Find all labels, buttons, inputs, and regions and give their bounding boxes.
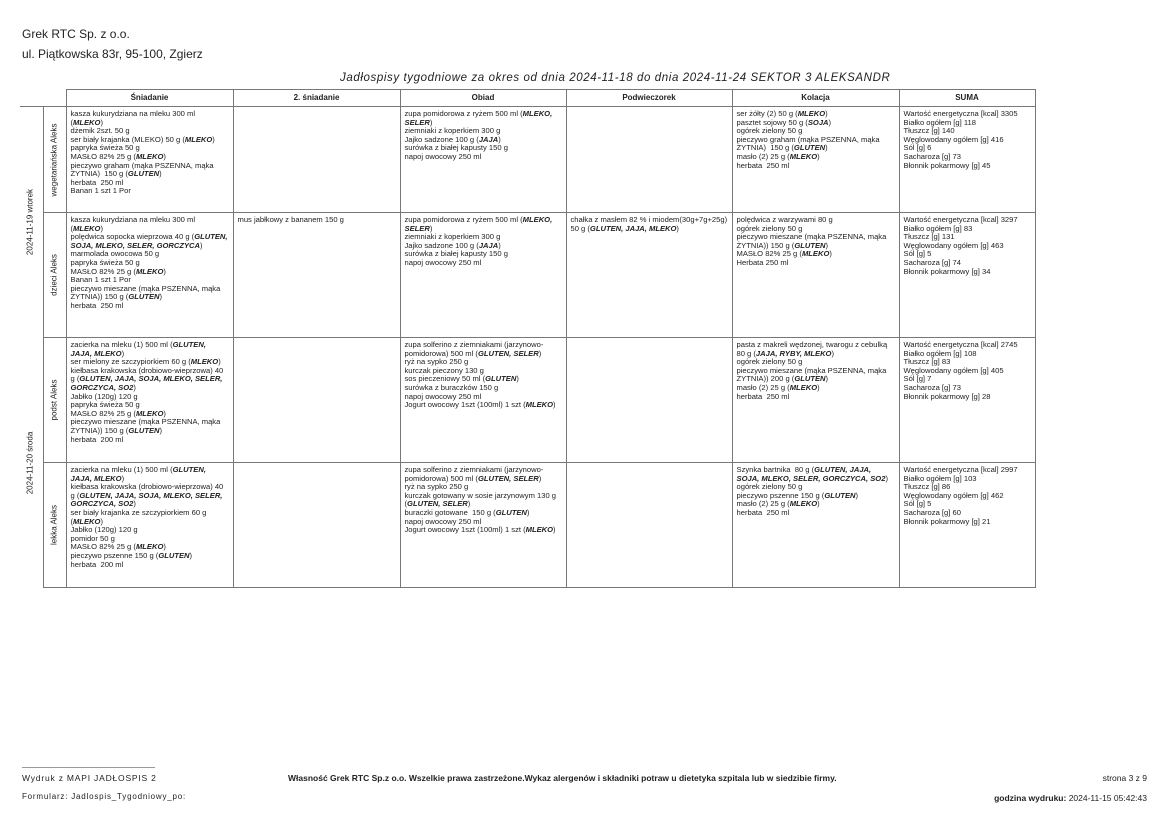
dish-text: ) [538, 348, 542, 358]
dish-text: ) [825, 143, 828, 153]
diet-row [20, 463, 1035, 588]
diet-name-cell [43, 463, 66, 588]
second-breakfast-cell [233, 213, 400, 338]
dish-text: kasza kukurydziana na mleku 300 ml ( [70, 215, 198, 233]
dish-text: kurczak pieczony 130 g [404, 365, 484, 375]
column-header: Podwieczorek [566, 90, 732, 107]
dish-text: herbata 250 ml [736, 507, 790, 517]
dish-text: buraczki gotowane 150 g ( [404, 507, 496, 517]
dish-text: ) [100, 516, 103, 526]
dish-text: Węglowodany ogółem [g] 463 [903, 240, 1004, 250]
dish-item [405, 216, 562, 233]
dish-item [71, 187, 229, 196]
allergen-list: JAJA [478, 240, 499, 250]
dish-text: pieczywo mieszane (mąka PSZENNA, mąka ŻYTNIA)) 150 g ( [70, 283, 223, 302]
nutrition-line [904, 393, 1031, 402]
allergen-list: MLEKO [797, 109, 826, 118]
allergen-list: SOJA [807, 117, 829, 127]
form-name: Formularz: Jadlospis_Tygodniowy_po: [22, 792, 187, 801]
summary-cell [899, 107, 1035, 213]
print-time-label: godzina wydruku: [994, 793, 1067, 803]
dish-text: masło (2) 25 g ( [736, 382, 790, 392]
dish-text: ) [200, 240, 203, 250]
dish-text: ) [516, 374, 519, 384]
dish-text: napoj owocowy 250 ml [404, 151, 482, 161]
dish-item [71, 367, 229, 393]
allergen-list: MLEKO [789, 382, 818, 392]
dish-text: ser biały krajanka (MLEKO) 50 g ( [70, 134, 185, 144]
breakfast-cell [66, 338, 233, 463]
dish-item [737, 393, 895, 402]
nutrition-line [904, 162, 1031, 171]
dish-text: MASŁO 82% 25 g ( [736, 249, 802, 259]
dish-text: Wartość energetyczna [kcal] 3305 [903, 109, 1018, 118]
dish-text: surówka z buraczków 150 g [404, 382, 499, 392]
company-name: Grek RTC Sp. z o.o. [22, 27, 130, 41]
dish-text: herbata 250 ml [736, 391, 790, 401]
dish-item [71, 436, 229, 445]
dish-item [71, 561, 229, 570]
dish-text: Tłuszcz [g] 140 [903, 126, 955, 136]
dish-item [405, 259, 562, 268]
dish-text: ) [163, 542, 166, 552]
dish-item [71, 216, 229, 233]
dish-item [737, 162, 895, 171]
dish-item [71, 483, 229, 509]
allergen-list: MLEKO [135, 542, 164, 552]
lunch-cell [400, 107, 566, 213]
dish-text: sos pieczeniowy 50 ml ( [404, 374, 486, 384]
dish-text: ) [498, 240, 501, 250]
dish-text: polędwica z warzywami 80 g [736, 215, 833, 224]
second-breakfast-cell [233, 338, 400, 463]
diet-name: lekka Aleks [49, 504, 59, 546]
day-date: 2024-11-20 środa [25, 431, 35, 494]
dish-text: ) [429, 117, 433, 127]
allergen-list: GLUTEN, JAJA, MLEKO [589, 223, 677, 233]
ownership-note: Własność Grek RTC Sp.z o.o. Wszelkie prawa zastrzeżone.Wykaz alergenów i składniki potraw u dietetyka szpitala lub w siedzibie firmy. [288, 773, 837, 783]
allergen-list: MLEKO [525, 525, 554, 535]
dish-text: Białko ogółem [g] 118 [903, 117, 976, 127]
dish-text: kasza kukurydziana na mleku 300 ml ( [70, 109, 198, 127]
dish-text: ser mielony ze szczypiorkiem 60 g ( [70, 357, 191, 367]
dish-text: ) [828, 117, 832, 127]
dish-text: pieczywo pszenne 150 g ( [70, 550, 159, 560]
allergen-list: GLUTEN [824, 490, 856, 500]
dish-text: Sacharoza [g] 73 [903, 151, 961, 161]
allergen-list: JAJA [478, 134, 499, 144]
dish-text: Sacharoza [g] 60 [903, 507, 961, 517]
dish-item [238, 216, 396, 225]
dish-item [71, 110, 229, 127]
dish-text: napoj owocowy 250 ml [404, 391, 482, 401]
menu-body [20, 107, 1035, 588]
dish-text: mus jabłkowy z bananem 150 g [237, 215, 344, 224]
dish-text: papryka świeża 50 g [70, 257, 140, 267]
dish-text: ) [163, 151, 166, 161]
dish-text: zupa pomidorowa z ryżem 500 ml ( [404, 215, 523, 224]
page-number: strona 3 z 9 [1102, 773, 1147, 783]
dish-text: Tłuszcz [g] 83 [903, 357, 951, 367]
dish-text: ) [817, 151, 820, 161]
allergen-list: MLEKO [135, 408, 164, 418]
dish-text: ) [538, 473, 542, 483]
header-blank [43, 90, 66, 107]
dish-text: Węglowodany ogółem [g] 405 [903, 365, 1004, 375]
dish-text: dżemik 2szt. 50 g [70, 126, 130, 136]
allergen-list: MLEKO [135, 266, 164, 276]
dish-text: ogórek zielony 50 g [736, 223, 803, 233]
allergen-list: GLUTEN [794, 374, 826, 384]
lunch-cell [400, 463, 566, 588]
dish-text: kiełbasa krakowska (drobiowo-wieprzowa) 40 g ( [70, 365, 226, 384]
snack-cell [566, 338, 732, 463]
dish-text: Banan 1 szt 1 Por [70, 275, 131, 285]
dish-text: napoj owocowy 250 ml [404, 516, 482, 526]
dinner-cell [732, 338, 899, 463]
allergen-list: MLEKO [73, 516, 101, 526]
dinner-cell [732, 213, 899, 338]
dish-text: Jajko sadzone 100 g ( [404, 240, 479, 250]
dish-text: herbata 250 ml [70, 177, 124, 187]
dish-text: ) [829, 249, 832, 259]
dish-text: herbata 250 ml [70, 300, 124, 310]
second-breakfast-cell [233, 107, 400, 213]
allergen-list: GLUTEN, JAJA, SOJA, MLEKO, SELER, GORCZYCA, SO2 [70, 374, 225, 392]
allergen-list: MLEKO [525, 400, 554, 410]
dish-item [71, 341, 229, 358]
allergen-list: MLEKO, SELER [404, 109, 555, 127]
diet-name-cell [43, 338, 66, 463]
dish-text: zacierka na mleku (1) 500 ml ( [70, 465, 173, 474]
dish-text: zupa solferino z ziemniakami (jarzynowo-pomidorowa) 500 ml ( [404, 465, 544, 483]
allergen-list: GLUTEN [794, 240, 826, 250]
allergen-list: MLEKO [73, 223, 101, 233]
nutrition-line [904, 518, 1031, 527]
diet-name: dzieci Aleks [49, 254, 59, 296]
second-breakfast-cell [233, 463, 400, 588]
dish-item [405, 341, 562, 358]
weekly-menu-table [20, 89, 1036, 588]
allergen-list: GLUTEN, SELER [407, 499, 468, 509]
dish-text: zupa solferino z ziemniakami (jarzynowo-pomidorowa) 500 ml ( [404, 340, 544, 358]
dish-text: ) [159, 169, 162, 179]
dish-item [405, 466, 562, 483]
dish-text: ) [159, 292, 163, 302]
dish-text: Sól [g] 5 [903, 249, 932, 259]
dish-text: ) [526, 507, 530, 517]
allergen-list: GLUTEN [485, 374, 517, 384]
dish-item [737, 341, 895, 358]
dish-text: pieczywo mieszane (mąka PSZENNA, mąka ŻYTNIA)) 150 g ( [70, 417, 223, 435]
dish-text: Białko ogółem [g] 103 [903, 473, 977, 483]
allergen-list: MLEKO [135, 151, 164, 161]
dish-text: masło (2) 25 g ( [736, 151, 790, 161]
allergen-list: MLEKO [801, 249, 830, 259]
diet-row [20, 338, 1035, 463]
nutrition-line [904, 268, 1031, 277]
dish-text: Banan 1 szt 1 Por [70, 186, 131, 196]
header-blank [20, 90, 43, 107]
dish-text: ) [817, 382, 820, 392]
allergen-list: GLUTEN [127, 169, 160, 179]
dish-text: chałka z masłem 82 % i miodem(30g+7g+25g) 50 g ( [570, 215, 730, 233]
allergen-list: MLEKO [789, 499, 818, 509]
dish-text: MASŁO 82% 25 g ( [70, 151, 136, 161]
snack-cell [566, 463, 732, 588]
dish-text: papryka świeża 50 g [70, 143, 140, 153]
dish-text: papryka świeża 50 g [70, 400, 140, 410]
dish-text: ) [831, 348, 834, 358]
allergen-list: GLUTEN, SELER [477, 348, 539, 358]
allergen-list: JAJA, RYBY, MLEKO [755, 348, 832, 358]
lunch-cell [400, 338, 566, 463]
summary-cell [899, 338, 1035, 463]
dish-text: napoj owocowy 250 ml [404, 257, 482, 267]
dish-text: marmolada owocowa 50 g [70, 249, 160, 259]
column-header: Kolacja [732, 90, 899, 107]
dish-text: ) [163, 266, 166, 276]
dish-text: ) [825, 374, 829, 384]
dish-text: Sacharoza [g] 73 [903, 382, 961, 392]
dish-text: kurczak gotowany w sosie jarzynowym 130 g ( [404, 490, 559, 509]
dish-text: Węglowodany ogółem [g] 462 [903, 490, 1004, 500]
snack-cell [566, 107, 732, 213]
dish-text: ) [212, 134, 215, 144]
dish-text: ser żółty (2) 50 g ( [736, 109, 798, 118]
allergen-list: MLEKO, SELER [404, 215, 555, 233]
allergen-list: GLUTEN, SELER [477, 473, 539, 483]
dish-text: MASŁO 82% 25 g ( [70, 542, 136, 552]
allergen-list: GLUTEN [128, 425, 160, 435]
dish-text: herbata 200 ml [70, 559, 124, 569]
dish-text: pieczywo mieszane (mąka PSZENNA, mąka ŻYTNIA)) 150 g ( [736, 232, 889, 250]
dish-item [737, 136, 895, 153]
dish-text: zupa pomidorowa z ryżem 500 ml ( [404, 109, 523, 118]
dish-text: pieczywo pszenne 150 g ( [736, 490, 825, 500]
dish-item [405, 526, 562, 535]
dish-text: pasta z makreli wędzonej, twarogu z cebulką 80 g ( [736, 340, 890, 358]
dish-text: pasztet sojowy 50 g ( [736, 117, 808, 127]
allergen-list: GLUTEN [158, 550, 190, 560]
column-header: 2. śniadanie [233, 90, 400, 107]
diet-name: wegetariańska Aleks [49, 123, 59, 196]
company-header [22, 24, 203, 64]
dish-item [71, 302, 229, 311]
allergen-list: MLEKO [190, 357, 219, 367]
dish-text: herbata 200 ml [70, 434, 124, 444]
dish-text: Sacharoza [g] 74 [903, 257, 961, 267]
dish-text: Sól [g] 6 [903, 143, 932, 153]
company-address: ul. Piątkowska 83r, 95-100, Zgierz [22, 47, 203, 61]
allergen-list: GLUTEN, JAJA, MLEKO [70, 465, 209, 483]
dish-text: ) [429, 223, 433, 233]
dish-text: Błonnik pokarmowy [g] 34 [903, 266, 991, 276]
dish-text: polędwica sopocka wieprzowa 40 g ( [70, 232, 195, 242]
snack-cell [566, 213, 732, 338]
dish-text: ) [467, 499, 471, 509]
dish-text: ogórek zielony 50 g [736, 357, 803, 367]
dish-text: ) [553, 525, 556, 535]
dish-text: Jogurt owocowy 1szt (100ml) 1 szt ( [404, 400, 526, 410]
dish-text: Sól [g] 5 [903, 499, 932, 509]
breakfast-cell [66, 107, 233, 213]
dish-item [71, 233, 229, 250]
dish-text: ) [817, 499, 820, 509]
dish-text: ) [100, 117, 103, 127]
dish-text: Tłuszcz [g] 131 [903, 232, 955, 242]
dish-text: pomidor 50 g [70, 533, 115, 543]
dish-text: zacierka na mleku (1) 500 ml ( [70, 340, 173, 349]
dish-text: masło (2) 25 g ( [736, 499, 790, 509]
diet-name-cell [43, 107, 66, 213]
dinner-cell [732, 107, 899, 213]
dish-text: Węglowodany ogółem [g] 416 [903, 134, 1004, 144]
dish-text: ) [498, 134, 501, 144]
dish-text: Błonnik pokarmowy [g] 45 [903, 160, 991, 170]
dish-item [71, 509, 229, 526]
dinner-cell [732, 463, 899, 588]
dish-item [737, 233, 895, 250]
dish-text: pieczywo graham (mąka PSZENNA, mąka ŻYTNIA) 150 g ( [70, 160, 216, 179]
diet-name-cell [43, 213, 66, 338]
dish-text: ) [163, 408, 166, 418]
footer-divider [22, 767, 155, 768]
dish-item [71, 466, 229, 483]
menu-title: Jadłospisy tygodniowe za okres od dnia 2024-11-18 do dnia 2024-11-24 SEKTOR 3 ALEKSANDR [340, 72, 891, 84]
dish-text: Błonnik pokarmowy [g] 28 [903, 391, 991, 401]
dish-text: ) [159, 425, 163, 435]
dish-text: ) [553, 400, 556, 410]
dish-text: surówka z białej kapusty 150 g [404, 249, 508, 259]
dish-text: Jogurt owocowy 1szt (100ml) 1 szt ( [404, 525, 526, 535]
allergen-list: GLUTEN, JAJA, MLEKO [70, 340, 209, 358]
dish-item [405, 492, 562, 509]
dish-text: ) [133, 499, 136, 509]
allergen-list: GLUTEN [128, 292, 160, 302]
allergen-list: MLEKO [184, 134, 213, 144]
dish-item [71, 162, 229, 179]
dish-item [737, 367, 895, 384]
print-time-value: 2024-11-15 05:42:43 [1068, 793, 1147, 803]
diet-name: podst Aleks [49, 379, 59, 421]
dish-text: Wartość energetyczna [kcal] 2997 [903, 465, 1018, 474]
dish-text: ) [855, 490, 859, 500]
dish-text: ) [825, 240, 829, 250]
dish-text: Białko ogółem [g] 83 [903, 223, 973, 233]
dish-item [71, 418, 229, 435]
dish-item [405, 401, 562, 410]
allergen-list: GLUTEN, JAJA, SOJA, MLEKO, SELER, GORCZYCA, SO2 [736, 465, 886, 483]
header-row [20, 90, 1035, 107]
dish-text: pieczywo graham (mąka PSZENNA, mąka ŻYTNIA) 150 g ( [736, 134, 882, 153]
dish-text: ) [218, 357, 221, 367]
lunch-cell [400, 213, 566, 338]
dish-text: Szynka bartnika 80 g ( [736, 465, 815, 474]
dish-text: ser biały krajanka ze szczypiorkiem 60 g ( [70, 507, 209, 526]
summary-cell [899, 213, 1035, 338]
print-time [994, 793, 1147, 803]
dish-item [405, 153, 562, 162]
allergen-list: GLUTEN [793, 143, 826, 153]
column-header: SUMA [899, 90, 1035, 107]
dish-item [71, 285, 229, 302]
dish-text: ) [885, 473, 888, 483]
dish-text: ziemniaki z koperkiem 300 g [404, 126, 501, 136]
dish-text: Białko ogółem [g] 108 [903, 348, 977, 358]
breakfast-cell [66, 463, 233, 588]
dish-text: MASŁO 82% 25 g ( [70, 266, 136, 276]
day-date-cell [20, 338, 43, 588]
dish-text: Sól [g] 7 [903, 374, 932, 384]
dish-text: ziemniaki z koperkiem 300 g [404, 232, 501, 242]
dish-text: ryż na sypko 250 g [404, 482, 469, 492]
dish-text: pieczywo mieszane (mąka PSZENNA, mąka ŻYTNIA)) 200 g ( [736, 365, 889, 384]
dish-item [737, 509, 895, 518]
dish-text: ) [676, 223, 679, 233]
dish-text: herbata 250 ml [736, 160, 790, 170]
diet-row [20, 213, 1035, 338]
dish-text: ogórek zielony 50 g [736, 126, 803, 136]
printout-source: Wydruk z MAPI JADŁOSPIS 2 [22, 773, 157, 783]
dish-text: Herbata 250 ml [736, 257, 789, 267]
dish-text: Jabłko (120g) 120 g [70, 525, 138, 535]
allergen-list: MLEKO [73, 117, 101, 127]
column-header: Obiad [400, 90, 566, 107]
dish-text: ) [825, 109, 828, 118]
dish-text: ) [100, 223, 103, 233]
day-date: 2024-11-19 wtorek [25, 189, 35, 256]
column-header: Śniadanie [66, 90, 233, 107]
dish-text: ) [133, 382, 136, 392]
day-date-cell [20, 107, 43, 338]
dish-text: Wartość energetyczna [kcal] 2745 [903, 340, 1018, 349]
dish-text: Wartość energetyczna [kcal] 3297 [903, 215, 1018, 224]
summary-cell [899, 463, 1035, 588]
dish-item [737, 259, 895, 268]
dish-text: MASŁO 82% 25 g ( [70, 408, 136, 418]
dish-item [571, 216, 728, 233]
dish-item [737, 466, 895, 483]
dish-text: ryż na sypko 250 g [404, 357, 469, 367]
dish-text: ) [121, 473, 125, 483]
allergen-list: GLUTEN, JAJA, SOJA, MLEKO, SELER, GORCZYCA, SO2 [70, 490, 225, 509]
allergen-list: GLUTEN [495, 507, 527, 517]
dish-text: Jajko sadzone 100 g ( [404, 134, 479, 144]
dish-text: kiełbasa krakowska (drobiowo-wieprzowa) 40 g ( [70, 482, 226, 500]
dish-text: Błonnik pokarmowy [g] 21 [903, 516, 991, 526]
dish-text: ) [189, 550, 193, 560]
diet-row [20, 107, 1035, 213]
dish-text: surówka z białej kapusty 150 g [404, 143, 508, 153]
allergen-list: GLUTEN, SOJA, MLEKO, SELER, GORCZYCA [70, 232, 230, 250]
dish-text: Tłuszcz [g] 86 [903, 482, 951, 492]
allergen-list: MLEKO [789, 151, 818, 161]
dish-text: ogórek zielony 50 g [736, 482, 803, 492]
dish-item [405, 110, 562, 127]
breakfast-cell [66, 213, 233, 338]
dish-text: ) [121, 348, 125, 358]
dish-text: Jabłko (120g) 120 g [70, 391, 138, 401]
